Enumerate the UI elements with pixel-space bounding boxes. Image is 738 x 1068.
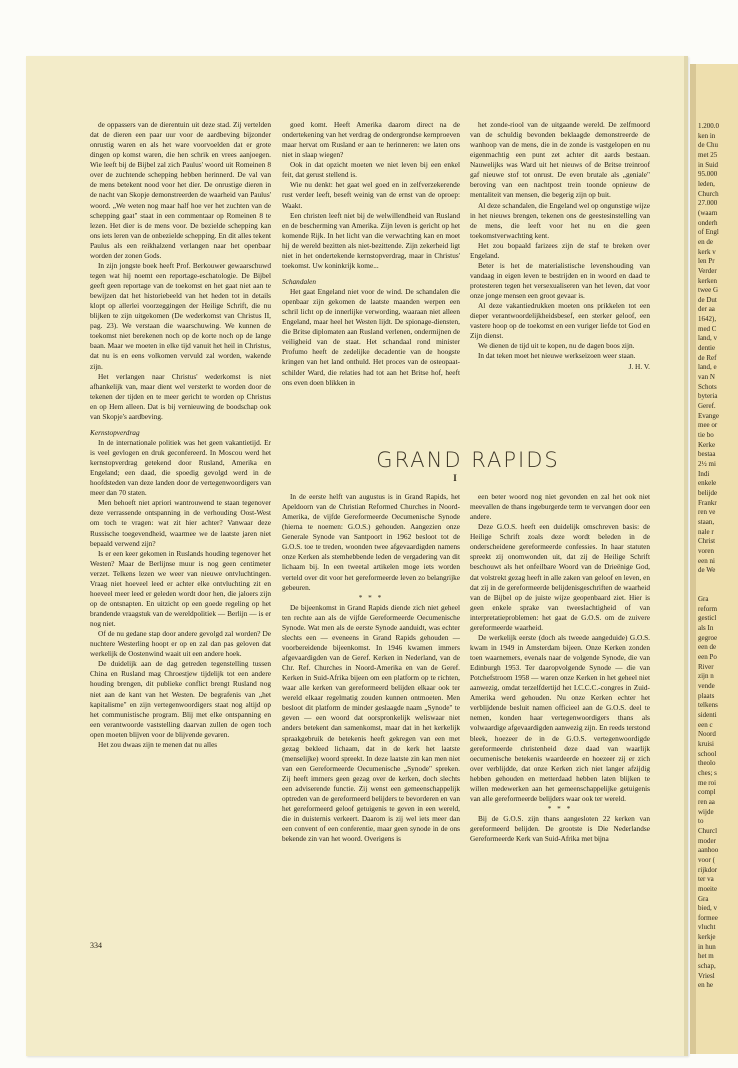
article-part-number: I xyxy=(453,473,457,483)
next-page-line: twee G xyxy=(698,286,719,295)
next-page-line: rijkdor xyxy=(698,865,718,874)
next-page-line: River xyxy=(698,662,714,671)
next-page-line: de Dut xyxy=(698,295,717,304)
next-page-line: in Suid xyxy=(698,160,719,169)
paragraph: In dat teken moet het nieuwe werkseizoen weer staan. xyxy=(478,351,636,361)
paragraph: Het zou dwaas zijn te menen dat nu alles xyxy=(98,739,218,749)
next-page-line: reform xyxy=(698,604,718,613)
next-page-line: ren ve xyxy=(698,508,716,517)
next-page-line: 1642), xyxy=(698,315,717,324)
section-divider: * * * xyxy=(358,592,384,602)
next-page-line: belijde xyxy=(698,488,718,497)
paragraph: Het zou bopaald farizees zijn de staf te breken over Engeland. xyxy=(470,240,650,260)
next-page-line: moder xyxy=(698,836,716,845)
paragraph: In de eerste helft van augustus is in Grand Rapids, het Apeldoorn van de Christian Reformed Churches in Noord-Amerika, de vijfde Gereformeerde Oecumenische Synode (hierna te noemen: G.O.S.) gehouden. Aangezien onze Generale Synode van Santpoort in 1962 besloot tot de G.O.S. toe te treden, woonden twee afgevaardigden namens onze Kerken als stemhebbende leden de vergadering van dit lichaam bij. In een tweetal artikelen moge iets worden verteld over dit voor het gereformeerde leven zo belangrijke gebeuren. xyxy=(282,492,460,592)
next-page-line: bestaa xyxy=(698,450,716,459)
next-page-line: school xyxy=(698,749,717,758)
next-page-line: ches; s xyxy=(698,768,717,777)
paragraph: een beter woord nog niet gevonden en zal het ook niet meevallen de thans ingeburgerde term te vervangen door een andere. xyxy=(470,492,650,522)
paragraph: Al deze vakantiedrukken moeten ons prikkelen tot een dieper verantwoordelijkheidsbesef, een sterker geloof, een vastere hoop op de toekomst en een vuriger liefde tot God en Zijn dienst. xyxy=(470,301,650,341)
next-page-line: land, e xyxy=(698,363,717,372)
next-page-line: tie bo xyxy=(698,431,714,439)
next-page-line: nale r xyxy=(698,527,714,536)
next-page-line: mee or xyxy=(698,421,718,430)
next-page-line: kerken xyxy=(698,276,718,285)
next-page-line: en he xyxy=(698,981,713,990)
next-page-line: land, v xyxy=(698,334,718,343)
next-page-line: de We xyxy=(698,566,716,575)
section-divider: * * * xyxy=(547,803,573,813)
next-page-line: 27.000 xyxy=(698,199,718,208)
paragraph: De bijeenkomst in Grand Rapids diende zich niet geheel ten rechte aan als de vijfde Gereformeerde Oecumenische Synode. Wat men als de eerste Synode aanduidt, was echter slechts een — eveneens in Grand Rapids gehouden — voorbereidende bijeenkomst. In 1946 kwamen immers afgevaardigden van de Geref. Kerken in Nederland, van de Chr. Ref. Churches in Noord-Amerika en van de Geref. Kerken in Suid-Afrika bijeen om een platform op te richten, waar alle kerken van gereformeerd belijden elkaar ook ter wereld elkaar regelmatig zouden kunnen ontmoeten. Men besloot dit platform de minder geslaagde naam „Synode" te geven — een woord dat oorspronkelijk weliswaar niet anders betekent dan samenkomst, maar dat in het kerkelijk spraakgebruik de betekenis heeft gekregen van een met gezag bekleed lichaam, dat in de kerk het laatste (menselijke) woord spreekt. In deze laatste zin kan men niet van een Gereformeerde Oecumenische „Synode" spreken. Zij heeft immers geen gezag over de kerken, doch slechts een adviserende functie. Zij wenst een gemeenschappelijk optreden van de gereformeerd belijders te bevorderen en van het gereformeerd geloof getuigenis te geven in een wereld, die in duisternis verkeert. Daarom is zij wel iets meer dan een convent of een conferentie, maar geen synode in de ons bekende zin van het woord. Overigens is xyxy=(282,602,460,844)
paragraph: de oppassers van de dierentuin uit deze stad. Zij vertelden dat de dieren een paar uur voor de aardbeving bijzonder onrustig waren en als het ware voorvoelden dat er grote dingen op komst waren, die hen schrik en vrees aanjoegen. Wie leeft bij de Bijbel zal zich Paulus' woord uit Romeinen 8 over de zuchtende schepping hebben herinnerd. De val van de mens betekent nood voor het dier. De onrustige dieren in de nacht van Skopje demonstreerden de waarheid van Paulus' woord. „We weten nog maar half hoe ver het zuchten van de schepping gaat" staat in een commentaar op Romeinen 8 te lezen. Het dier is de mens voor. De bezielde schepping kan ons iets leren van de onbezielde schepping. En dit alles tekent Paulus als een reikhalzend verlangen naar het openbaar worden der zonen Gods. xyxy=(90,120,271,260)
column-1 xyxy=(90,120,271,938)
column-4 xyxy=(282,492,460,962)
paragraph: Deze G.O.S. heeft een duidelijk omschreven basis: de Heilige Schrift zoals deze wordt beleden in de onderscheidene gereformeerde confessies. In haar statuten spreekt zij onomwonden uit, dat zij de Heilige Schrift beschouwt als het onfeilbare Woord van de Drieënige God, dat volstrekt gezag heeft in alle zaken van geloof en leven, en dat zij in de gereformeerde belijdenisgeschriften de waarheid van de Bijbel op de juiste wijze geopenbaard ziet. Hier is geen enkele sprake van tweeslachtigheid of van interpretatieproblemen: het gaat de G.O.S. om de zuivere gereformeerde waarheid. xyxy=(470,522,650,632)
paragraph: Het verlangen naar Christus' wederkomst is niet afhankelijk van, maar dient wel versterkt te worden door de tekenen der tijden en te meer gericht te worden op Christus en op Hem alleen. Dat is bij vernieuwing de boodschap ook van Skopje's aardbeving. xyxy=(90,371,271,421)
next-page-line: of Engl xyxy=(698,228,719,237)
next-page-line: Geref. xyxy=(698,402,716,411)
next-page-line: een ni xyxy=(698,556,715,565)
next-page-line: Grа xyxy=(698,595,709,604)
section-heading: Kernstopverdrag xyxy=(90,427,140,437)
paragraph: Een christen leeft niet bij de welwillendheid van Rusland en de bescherming van Amerika. Zijn leven is gericht op het komende Rijk. In het licht van die verwachting kan en moet hij de wereld bezitten als niet-bezittende. Zijn zekerheid ligt niet in het ondertekende kernstopverdrag, maar in Christus' toekomst. Uw koninkrijk kome... xyxy=(282,210,460,270)
paragraph: Men behoeft niet apriori wantrouwend te staan tegenover deze verrassende ontspanning in de verhouding Oost-West om toch te vragen: wat zit hier achter? Vanwaar deze Russische toegevendheid, waarmee we de laatste jaren niet bepaald verwend zijn? xyxy=(90,498,271,548)
next-page-line: zijn n xyxy=(698,672,714,681)
next-page-line: wijde xyxy=(698,807,714,816)
paragraph: Al deze schandalen, die Engeland wel op ongunstige wijze in het nieuws brengen, tekenen ons de geestesinstelling van de mens, die leeft voor het nu en die geen toekomstverwachting kent. xyxy=(470,200,650,240)
next-page-line: aanhoo xyxy=(698,846,719,855)
next-page-line: telkens xyxy=(698,701,718,710)
next-page-line: 1.200.0 xyxy=(698,122,719,130)
paragraph: goed komt. Heeft Amerika daarom direct na de ondertekening van het verdrag de ondergrondse kernproeven maar hervat om Rusland er aan te herinneren: we laten ons niet in slaap wiegen? xyxy=(282,120,460,160)
next-page-line: 2½ mi xyxy=(698,459,716,468)
next-page-line: een Po xyxy=(698,653,717,662)
column-2 xyxy=(282,120,460,447)
column-3 xyxy=(470,120,650,445)
next-page-line: vende xyxy=(698,682,715,691)
next-page-line: me roi xyxy=(698,778,717,787)
next-page-line: ren aa xyxy=(698,797,715,806)
paragraph: Is er een keer gekomen in Ruslands houding tegenover het Westen? Maar de Berlijnse muur is nog geen centimeter verzet. Telkens lezen we weer van nieuwe ontvluchtingen. Vraag niet hoeveel leed er achter elke ontvluchting zit en hoeveel meer leed er geleden wordt door hen, die jaloers zijn op de ontsnapten. En uitzicht op een goede regeling op het brandende vraagstuk van de wereldpolitiek — Berlijn — is er nog niet. xyxy=(90,548,271,629)
next-page-edge xyxy=(690,64,738,1054)
next-page-line: voor ( xyxy=(698,855,715,864)
next-page-line: en de xyxy=(698,237,713,246)
next-page-line: onderh xyxy=(698,218,718,227)
next-page-line: dentie xyxy=(698,344,716,353)
next-page-line: Gra xyxy=(698,894,709,903)
next-page-line: voren xyxy=(698,546,714,555)
paragraph: In de internationale politiek was het geen vakantietijd. Er is veel gevlogen en druk geconfereerd. In Moscou werd het kernstopverdrag getekend door Rusland, Amerika en Engeland; een daad, die spoedig gevolgd werd in de hoofdsteden van deze landen door de vertegenwoordigers van meer dan 70 staten. xyxy=(90,437,271,498)
next-page-line: gesticl xyxy=(698,614,717,623)
column-5 xyxy=(470,492,650,962)
next-page-line xyxy=(698,576,738,586)
next-page-line: Noord xyxy=(698,730,716,739)
section-heading: Schandalen xyxy=(282,276,317,286)
paragraph: Ook in dat opzicht moeten we niet leven bij een enkel feit, dat gerust stellend is. xyxy=(282,160,460,180)
next-page-line: staan, xyxy=(698,517,715,526)
next-page-line: vlucht xyxy=(698,923,716,932)
next-page-line xyxy=(698,586,738,596)
next-page-line: Churcl xyxy=(698,826,718,835)
next-page-column xyxy=(698,122,738,991)
next-page-line: Christ xyxy=(698,537,716,546)
paragraph: De werkelijk eerste (doch als tweede aangeduide) G.O.S. kwam in 1949 in Amsterdam bijeen. Onze Kerken zonden toen waarnemers, evenals naar de volgende Synode, die van Edinburgh 1953. Ter daaropvolgende Synode — die van Potchefstroom 1958 — waren onze Kerken in het geheel niet aanwezig, omdat terzelfdertijd het I.C.C.C.-congres in Zuid-Amerika werd gehouden. Nu onze Kerken echter het verblijdende besluit namen officieel aan de G.O.S. deel te nemen, konden haar vertegenwoordigers thans als volwaardige afgevaardigden aanwezig zijn. En reeds terstond bleek, hoezeer de in de G.O.S. vertegenwoordigde gereformeerde christenheid deze daad van waarlijk oecumenische betekenis waardeerde en hoezeer zij er zich over verblijdde, dat onze Kerken zich niet langer afzijdig hebben gehouden en metterdaad hebben laten blijken te willen medewerken aan het gemeenschappelijke getuigenis van alle gereformeerde belijders waar ook ter wereld. xyxy=(470,632,650,803)
next-page-line: Verder xyxy=(698,266,717,275)
article-title: GRAND RAPIDS xyxy=(376,448,560,472)
next-page-line: met 25 xyxy=(698,150,718,159)
paragraph: Bij de G.O.S. zijn thans aangesloten 22 kerken van gereformeerd belijden. De grootste is Die Nederlandse Gereformeerde Kerk van Suid-Afrika met bijna xyxy=(470,814,650,844)
next-page-line: gegroe xyxy=(698,633,718,642)
paragraph: De duidelijk aan de dag getreden tegenstelling tussen China en Rusland mag Chroestjew tijdelijk tot een andere houding brengen, dit publieke conflict brengt Rusland nog niet aan de kant van het Westen. De begrafenis van „het kapitalisme" en zijn vertegenwoordigers staat nog altijd op het communistische program. Blij met elke ontspanning en een verantwoorde vaststelling daarvan zullen de ogen toch open moeten blijven voor de blijvende gevaren. xyxy=(90,659,271,739)
page-number: 334 xyxy=(90,941,102,950)
next-page-line: Vriesl xyxy=(698,971,715,980)
next-page-line: der aa xyxy=(698,305,715,314)
next-page-line: formee xyxy=(698,913,718,922)
next-page-line: plaats xyxy=(698,691,715,700)
next-page-line: het m xyxy=(698,952,714,961)
next-page-line: kerk v xyxy=(698,247,716,256)
paragraph: We dienen de tijd uit te kopen, nu de dagen boos zijn. xyxy=(478,341,635,351)
paragraph: Beter is het de materialistische levenshouding van vandaag in eigen leven te bestrijden en in woord en daad te protesteren tegen het versexualiseren van het leven, dat voor onze jonge mensen een groot gevaar is. xyxy=(470,260,650,301)
next-page-line: leden, xyxy=(698,179,715,188)
next-page-line: Kerke xyxy=(698,440,716,449)
next-page-line: schap, xyxy=(698,962,716,971)
next-page-line: Evange xyxy=(698,411,719,420)
paragraph: In zijn jongste boek heeft Prof. Berkouwer gewaarschuwd tegen wat hij noemt een reportage-eschatologie. De Bijbel geeft geen reportage van de toekomst en het gaat niet aan te bewijzen dat het historiebeeld van het heden tot in details klopt op allerlei voorzeggingen der Heilige Schrift, die nu blijken te zijn uitgekomen (De wederkomst van Christus II, pag. 23). We verstaan die waarschuwing. We kunnen de toekomst niet berekenen noch op de korte noch op de lange baan. Maar we moeten in elke tijd vanuit het heil in Christus, dat nu is en eens volkomen vervuld zal worden, wakende zijn. xyxy=(90,260,271,371)
next-page-line: bied, v xyxy=(698,904,718,913)
next-page-line: enkele xyxy=(698,479,717,488)
paragraph: Het gaat Engeland niet voor de wind. De schandalen die openbaar zijn gekomen de laatste maanden werpen een schril licht op de innerlijke verwording, waaraan niet alleen Engeland, maar heel het Westen lijdt. De spionage-diensten, die Britse diplomaten aan Rusland verlenen, ondermijnen de veiligheid van de staat. Het schandaal rond minister Profumo heeft de zedelijke decadentie van de hoogste kringen van het land onthuld. Het proces van de osteopaat-schilder Ward, die relaties had tot aan het Britse hof, heeft ons even doen blikken in xyxy=(282,287,460,387)
next-page-line: len Pr xyxy=(698,257,715,266)
next-page-line: de Chu xyxy=(698,141,719,150)
next-page-line: ken in xyxy=(698,131,716,140)
paragraph: Wie nu denkt: het gaat wel goed en in zelfverzekerende rust verder leeft, beseft weinig van de ernst van de oproep: Waakt. xyxy=(282,180,460,210)
next-page-line: als In xyxy=(698,624,714,633)
next-page-line: Church xyxy=(698,189,719,198)
next-page-line: een de xyxy=(698,643,717,652)
next-page-line: Indi xyxy=(698,469,710,478)
next-page-line: de Ref xyxy=(698,353,717,362)
next-page-line: med C xyxy=(698,324,717,333)
next-page-line: van N xyxy=(698,373,715,382)
next-page-line: ter va xyxy=(698,875,714,884)
next-page-line: byteria xyxy=(698,392,718,401)
next-page-line: theolo xyxy=(698,759,716,768)
author-signature: J. H. V. xyxy=(628,361,650,371)
next-page-line: in hun xyxy=(698,942,716,951)
next-page-line: sidenti xyxy=(698,711,717,720)
next-page-line: Schots xyxy=(698,382,717,391)
next-page-line: moeite xyxy=(698,884,718,893)
next-page-line: (waarn xyxy=(698,208,718,217)
next-page-line: compl xyxy=(698,788,716,797)
next-page-line: to xyxy=(698,817,704,826)
next-page-line: 95.000 xyxy=(698,170,718,179)
next-page-line: kerkje xyxy=(698,933,716,942)
paragraph: het zonde-riool van de uitgaande wereld. De zelfmoord van de schuldig bevonden beklaagde demonstreerde de wanhoop van de mens, die in de zonde is vastgelopen en nu eigenmachtig een punt zet achter dit aards bestaan. Nauwelijks was Ward uit het nieuws of de Britse treinroof gaf nieuwe stof tot onrust. De even brutale als „geniale" beroving van een nachtpost trein toonde opnieuw de mentaliteit van mensen, die begerig zijn op buit. xyxy=(470,120,650,200)
next-page-line: kruisi xyxy=(698,740,714,748)
paragraph: Of de nu gedane stap door andere gevolgd zal worden? De nuchtere Westerling hoopt er op en zal dan pas geloven dat werkelijk de Oostenwind waait uit een andere hoek. xyxy=(90,629,271,659)
next-page-line: een c xyxy=(698,720,713,729)
next-page-line: Frankr xyxy=(698,498,717,507)
